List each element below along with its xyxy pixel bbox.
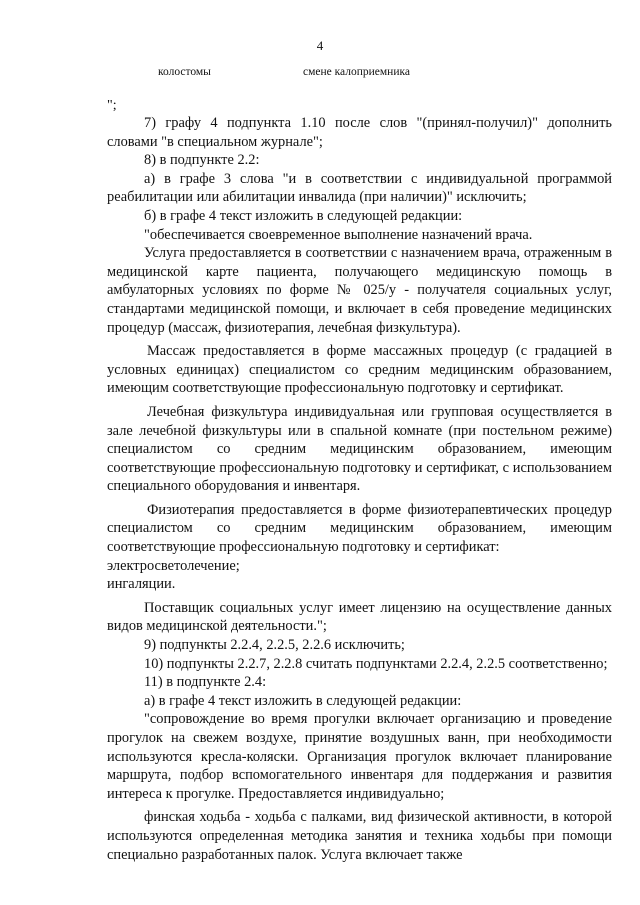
paragraph: Лечебная физкультура индивидуальная или групповая осуществляется в зале лечебной физкультуры или в спальной комнате (при постельном режиме) специалистом со средним медицинским образованием, имеющим соответствующие профессиональную подготовку и сертификат, с использованием специального оборудования и инвентаря. bbox=[107, 403, 612, 495]
table-cell-procedure: колостомы bbox=[158, 66, 211, 78]
paragraph: 8) в подпункте 2.2: bbox=[144, 152, 260, 169]
paragraph: "сопровождение во время прогулки включает организацию и проведение прогулок на свежем воздухе, принятие воздушных ванн, при необходимости используются кресла-коляски. Организация прогулок включает планирование маршрута, подбор вспомогательного инвентаря для поддержания и развития интереса к прогулке. Предоставляется индивидуально; bbox=[107, 711, 612, 802]
paragraph: а) в графе 4 текст изложить в следующей редакции: bbox=[144, 692, 462, 709]
paragraph: а) в графе 3 слова "и в соответствии с индивидуальной программой реабилитации или абилитации инвалида (при наличии)" исключить; bbox=[107, 170, 612, 206]
page-number: 4 bbox=[316, 38, 324, 53]
paragraph: ингаляции. bbox=[107, 576, 176, 593]
paragraph: 10) подпункты 2.2.7, 2.2.8 считать подпунктами 2.2.4, 2.2.5 соответственно; bbox=[144, 655, 608, 672]
paragraph: Массаж предоставляется в форме массажных процедур (с градацией в условных единицах) специалистом со средним медицинским образованием, имеющим соответствующие профессиональную подготовку и сертификат. bbox=[107, 343, 612, 397]
paragraph: электросветолечение; bbox=[107, 557, 240, 574]
paragraph: 7) графу 4 подпункта 1.10 после слов "(принял-получил)" дополнить словами "в специальном журнале"; bbox=[107, 115, 612, 150]
paragraph: Поставщик социальных услуг имеет лицензию на осуществление данных видов медицинской деятельности."; bbox=[107, 599, 612, 635]
paragraph: 11) в подпункте 2.4: bbox=[144, 674, 267, 691]
paragraph: Услуга предоставляется в соответствии с назначением врача, отраженным в медицинской карте пациента, получающего медицинскую помощь в амбулаторных условиях по форме № 025/у - получателя социальных услуг, стандартами медицинской помощи, и включает в себя проведение медицинских процедур (массаж, физиотерапия, лечебная физкультура). bbox=[107, 245, 612, 336]
paragraph: Физиотерапия предоставляется в форме физиотерапевтических процедур специалистом со средним медицинским образованием, имеющим соответствующие профессиональную подготовку и сертификат: bbox=[107, 501, 612, 556]
table-cell-frequency: смене калоприемника bbox=[303, 66, 410, 78]
paragraph: 9) подпункты 2.2.4, 2.2.5, 2.2.6 исключить; bbox=[144, 637, 405, 654]
paragraph: б) в графе 4 текст изложить в следующей редакции: bbox=[144, 207, 463, 224]
document-body bbox=[107, 114, 612, 864]
table-closing-quote: "; bbox=[107, 98, 117, 113]
paragraph: финская ходьба - ходьба с палками, вид физической активности, в которой используются определенная методика занятия и техника ходьбы при помощи специально разработанных палок. Услуга включает также bbox=[107, 809, 612, 863]
paragraph: "обеспечивается своевременное выполнение назначений врача. bbox=[144, 226, 533, 243]
